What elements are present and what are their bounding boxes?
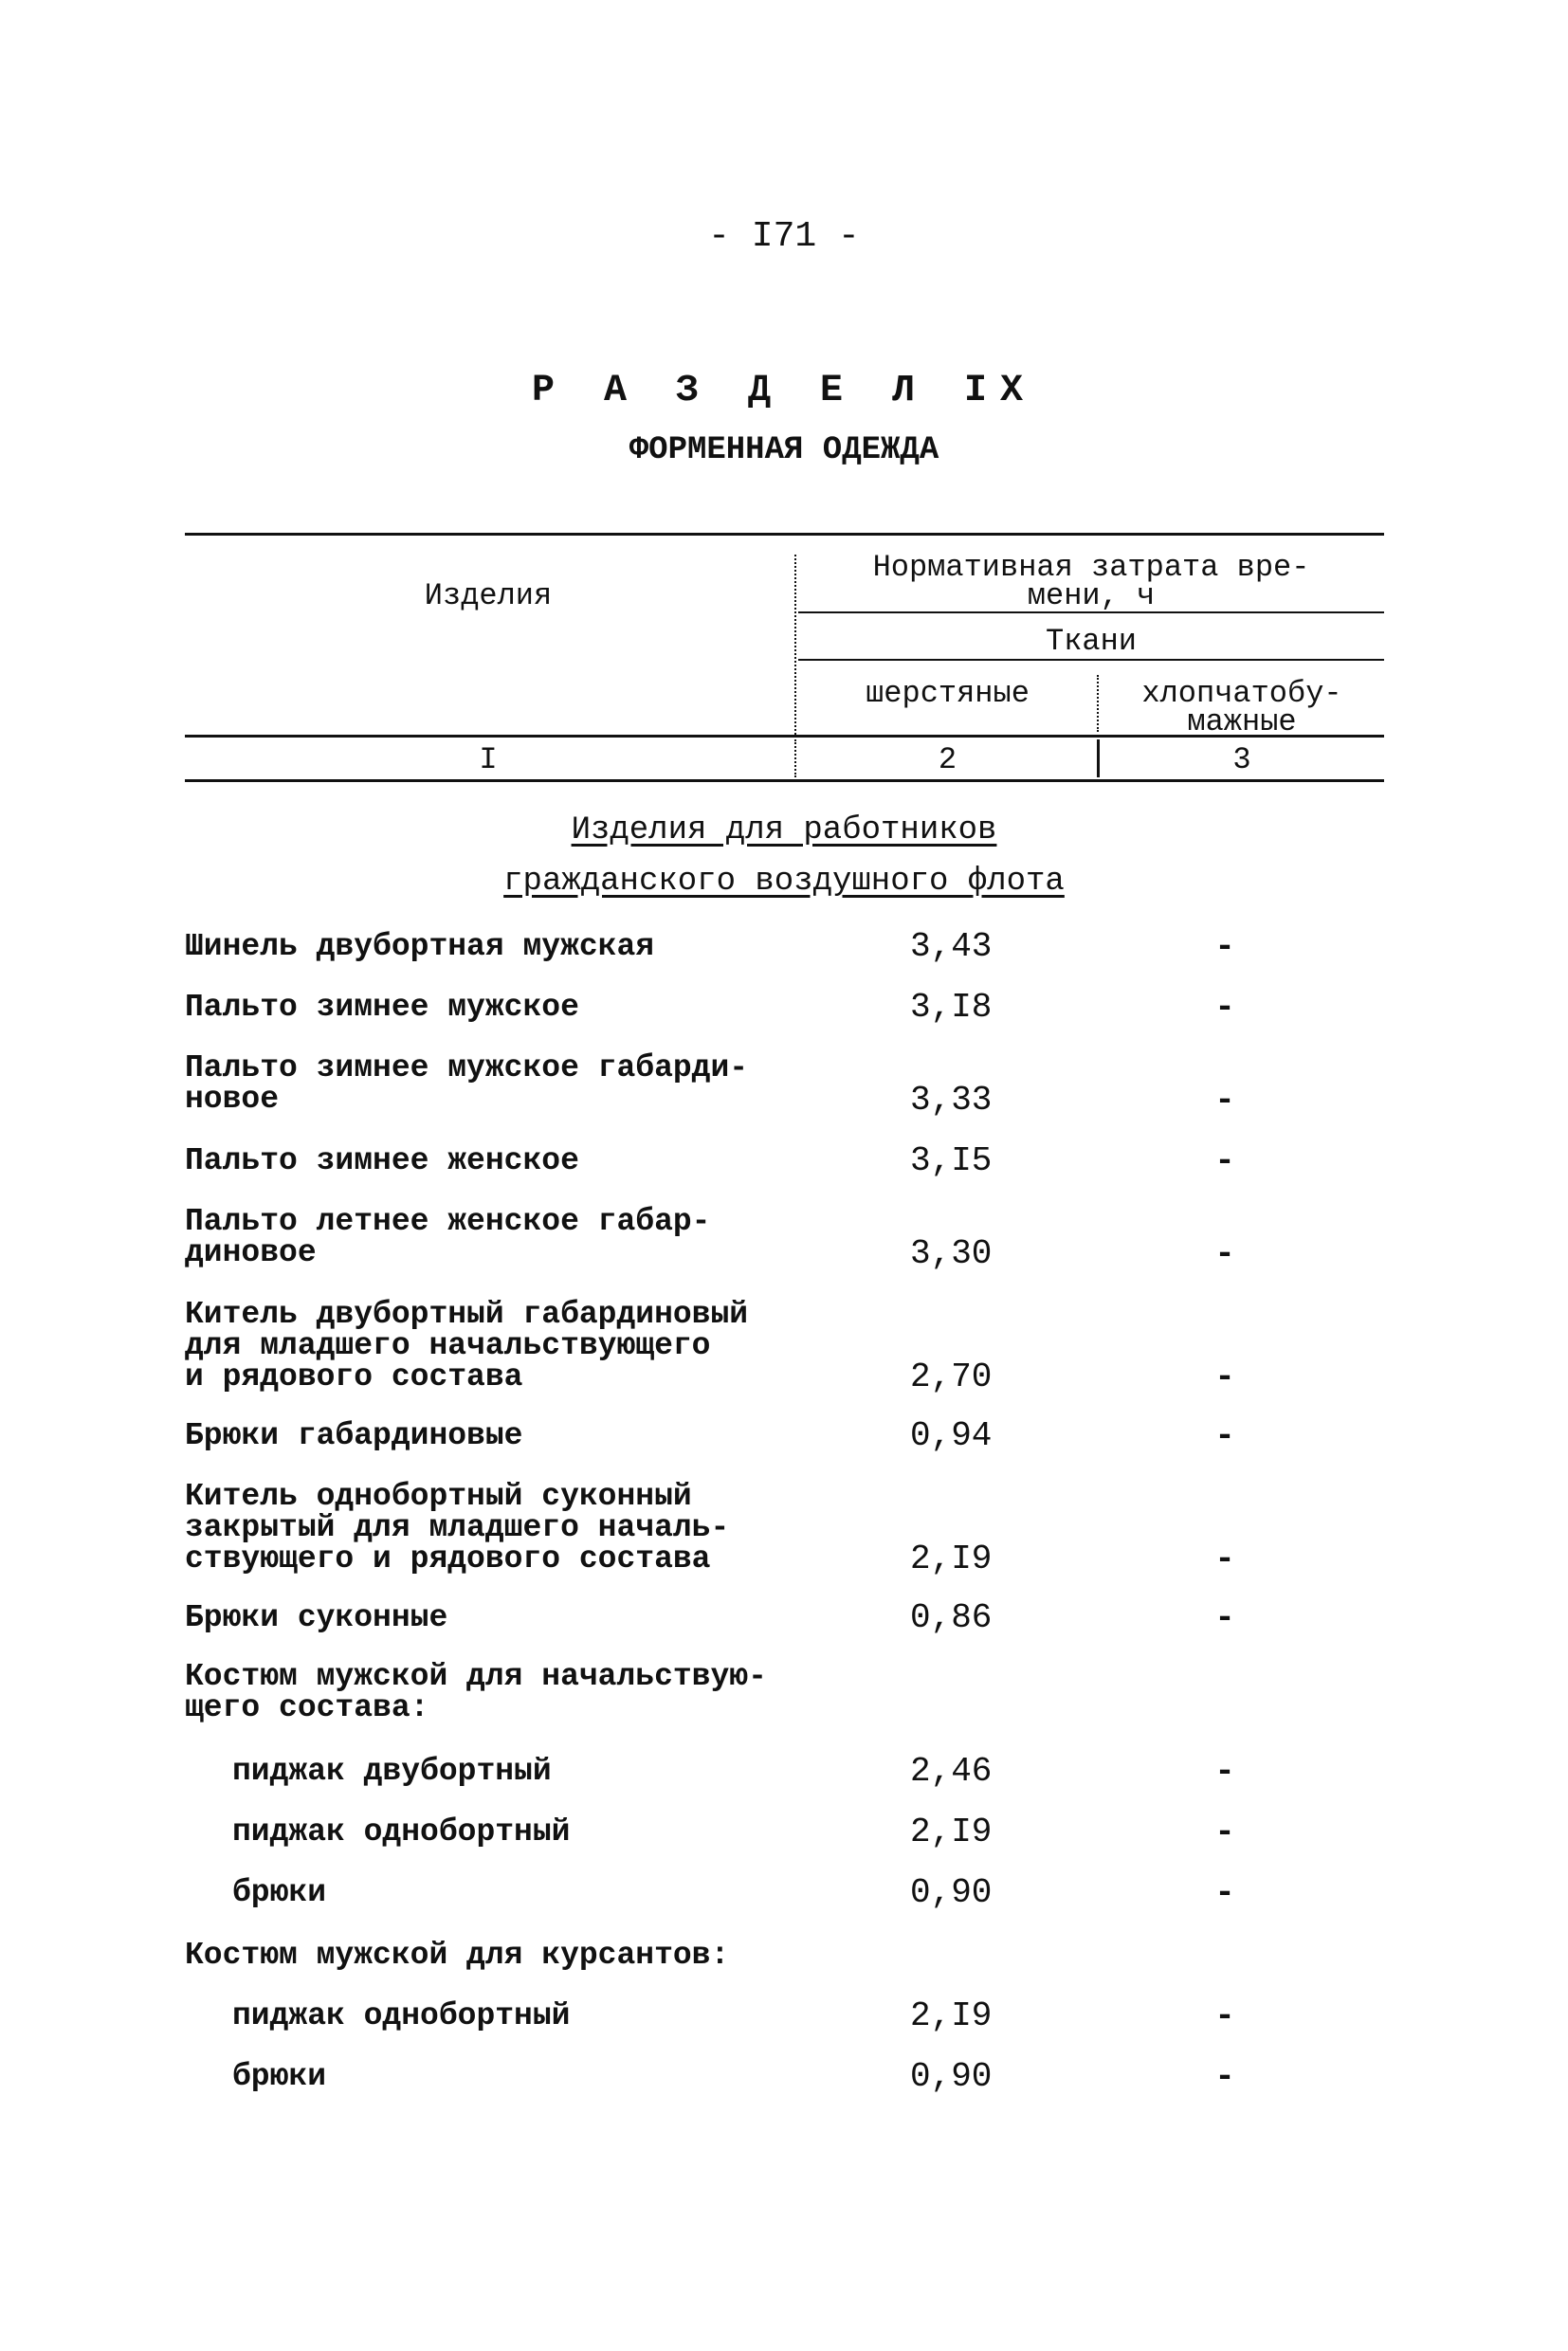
value-wool: 2,I9 (910, 1813, 993, 1851)
section-title: Р А З Д Е Л IX (531, 370, 1037, 412)
item-name: Шинель двубортная мужская (185, 929, 655, 964)
value-cotton: - (1214, 988, 1235, 1027)
table-top-rule (185, 533, 1384, 536)
item-name: Китель двубортный габардиновый для младшего начальствующего и рядового состава (185, 1297, 749, 1394)
header-items: Изделия (424, 578, 553, 613)
column-number-3: 3 (1232, 742, 1251, 777)
value-wool: 2,70 (910, 1358, 993, 1396)
item-name: пиджак однобортный (232, 1998, 571, 2033)
value-wool: 0,94 (910, 1416, 993, 1455)
item-name: Пальто зимнее мужское габарди- новое (185, 1050, 749, 1117)
numbers-divider-1 (794, 739, 796, 777)
value-cotton: - (1214, 1234, 1235, 1273)
item-name: пиджак однобортный (232, 1814, 571, 1850)
value-wool: 3,30 (910, 1234, 993, 1273)
fabric-subcolumn-divider (1097, 675, 1099, 732)
value-wool: 0,90 (910, 1873, 993, 1912)
header-norm-line2: мени, ч (1027, 578, 1156, 613)
value-cotton: - (1214, 1081, 1235, 1120)
value-cotton: - (1214, 1813, 1235, 1851)
header-column-divider (794, 555, 796, 735)
item-name: Брюки суконные (185, 1600, 448, 1635)
value-wool: 0,90 (910, 2057, 993, 2096)
value-wool: 2,46 (910, 1752, 993, 1791)
header-fabrics: Ткани (1045, 624, 1137, 659)
value-cotton: - (1214, 1752, 1235, 1791)
value-cotton: - (1214, 1996, 1235, 2035)
value-wool: 3,33 (910, 1081, 993, 1120)
value-cotton: - (1214, 927, 1235, 966)
header-cotton-line1: хлопчатобу- (1141, 676, 1342, 711)
item-name: брюки (232, 2059, 327, 2094)
section-subtitle: ФОРМЕННАЯ ОДЕЖДА (629, 432, 939, 468)
column-number-2: 2 (938, 742, 957, 777)
value-cotton: - (1214, 1358, 1235, 1396)
header-cotton-line2: мажные (1187, 704, 1297, 739)
value-wool: 3,I5 (910, 1141, 993, 1180)
item-name: Пальто зимнее женское (185, 1143, 579, 1178)
value-cotton: - (1214, 1141, 1235, 1180)
numbers-bottom-rule (185, 779, 1384, 782)
item-name: Пальто летнее женское габар- диновое (185, 1204, 711, 1270)
group-title-line1: Изделия для работников (571, 812, 997, 848)
value-cotton: - (1214, 1540, 1235, 1578)
value-cotton: - (1214, 1598, 1235, 1637)
item-name: пиджак двубортный (232, 1754, 552, 1789)
value-wool: 2,I9 (910, 1996, 993, 2035)
value-cotton: - (1214, 1416, 1235, 1455)
value-cotton: - (1214, 1873, 1235, 1912)
item-group-heading: Костюм мужской для начальствую- щего состава: (185, 1659, 767, 1725)
item-name: Китель однобортный суконный закрытый для младшего началь- ствующего и рядового состава (185, 1479, 730, 1576)
fabrics-underline (798, 659, 1384, 661)
item-name: брюки (232, 1875, 327, 1910)
value-wool: 3,I8 (910, 988, 993, 1027)
value-wool: 3,43 (910, 927, 993, 966)
header-wool: шерстяные (866, 676, 1030, 711)
group-title-line2: гражданского воздушного флота (503, 864, 1065, 900)
header-norm-line1: Нормативная затрата вре- (872, 550, 1310, 585)
column-number-1: I (479, 742, 498, 777)
item-name: Пальто зимнее мужское (185, 990, 579, 1025)
value-cotton: - (1214, 2057, 1235, 2096)
value-wool: 0,86 (910, 1598, 993, 1637)
item-group-heading: Костюм мужской для курсантов: (185, 1938, 730, 1973)
item-name: Брюки габардиновые (185, 1418, 523, 1453)
value-wool: 2,I9 (910, 1540, 993, 1578)
page-number: - I71 - (708, 216, 860, 257)
